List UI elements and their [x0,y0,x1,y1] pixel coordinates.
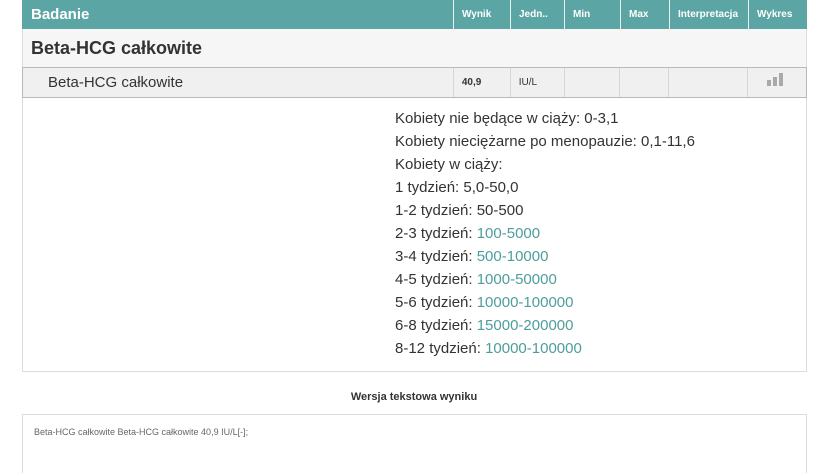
reference-ranges-panel [22,98,807,372]
reference-line [395,337,695,360]
reference-ranges-list [395,107,695,360]
reference-label: 1-2 tydzień: [395,202,477,219]
test-name: Beta-HCG całkowite [48,74,184,91]
reference-range: 15000-200000 [476,317,574,334]
reference-label: Kobiety nie będące w ciąży: [395,110,585,127]
test-value: 40,9 [453,68,510,97]
test-group-title: Beta-HCG całkowite [22,29,807,67]
column-jednostka: Jedn.. [510,0,564,29]
reference-range: 0,1-11,6 [641,133,695,150]
text-version-title: Wersja tekstowa wyniku [350,391,478,403]
reference-range: 0-3,1 [584,110,619,127]
reference-range: 10000-100000 [485,340,582,357]
text-version-content: Beta-HCG całkowite Beta-HCG całkowite 40,9 IU/L[-]; [34,427,249,437]
reference-range: 50-500 [476,202,524,219]
reference-line [395,199,695,222]
reference-line [395,222,695,245]
chart-cell[interactable] [747,68,806,97]
column-badanie: Badanie [31,6,90,23]
reference-range: 100-5000 [476,225,541,242]
test-interpretation [668,68,747,97]
reference-label: 4-5 tydzień: [395,271,477,288]
reference-line [395,245,695,268]
reference-label: 2-3 tydzień: [395,225,477,242]
reference-range: 1000-50000 [476,271,557,288]
reference-line [395,176,695,199]
reference-label: Kobiety w ciąży: [395,156,503,173]
test-min [564,68,620,97]
reference-line [395,268,695,291]
test-unit: IU/L [510,68,564,97]
reference-label: 5-6 tydzień: [395,294,477,311]
reference-label: 6-8 tydzień: [395,317,477,334]
reference-label: 8-12 tydzień: [395,340,486,357]
text-version-box [22,414,807,473]
column-wynik: Wynik [453,0,510,29]
column-interpretacja: Interpretacja [669,0,748,29]
bar-chart-icon[interactable] [767,73,783,86]
reference-line [395,314,695,337]
reference-line [395,291,695,314]
results-table-header [22,0,807,29]
reference-label: 1 tydzień: [395,179,464,196]
reference-line [395,153,695,176]
reference-label: Kobiety nieciężarne po menopauzie: [395,133,641,150]
column-min: Min [564,0,620,29]
reference-line [395,107,695,130]
reference-label: 3-4 tydzień: [395,248,477,265]
column-max: Max [620,0,669,29]
reference-line [395,130,695,153]
test-max [619,68,668,97]
reference-range: 500-10000 [476,248,549,265]
reference-range: 10000-100000 [476,294,574,311]
column-wykres: Wykres [748,0,807,29]
test-result-row[interactable] [22,67,807,98]
reference-range: 5,0-50,0 [463,179,519,196]
